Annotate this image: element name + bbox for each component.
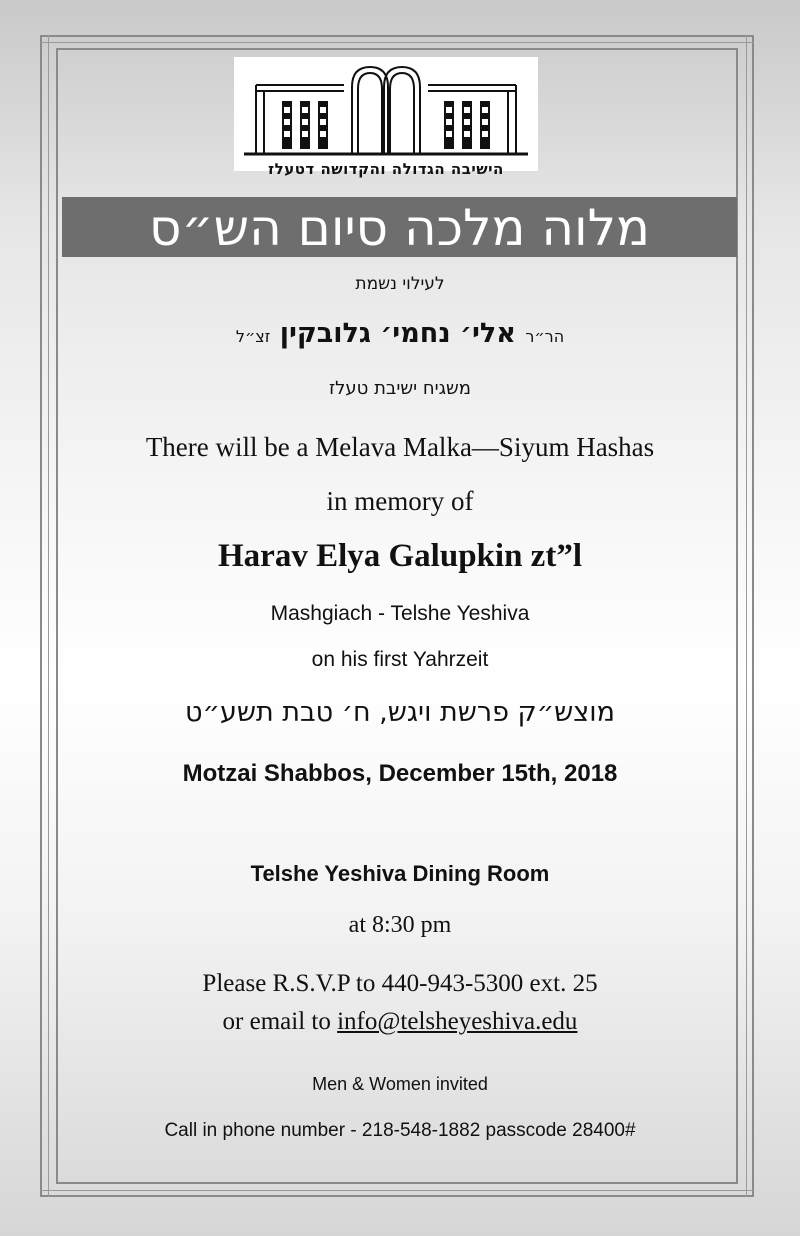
rsvp-email-prefix: or email to: [222, 1008, 331, 1035]
rsvp-email-link[interactable]: info@telsheyeshiva.edu: [337, 1008, 578, 1035]
intro-text: There will be a Melava Malka—Siyum Hashas: [145, 432, 655, 462]
hebrew-name-prefix: הר״ר: [525, 327, 565, 346]
hebrew-name-suffix: זצ״ל: [235, 327, 271, 346]
rsvp-email-line: [60, 1008, 740, 1036]
rsvp-phone-text: Please R.S.V.P to 440-943-5300 ext. 25: [202, 970, 598, 997]
yahrzeit-text: on his first Yahrzeit: [311, 648, 489, 671]
logo-caption: הישיבה הגדולה והקדושה דטעלז: [268, 160, 504, 178]
hebrew-in-memory: לעילוי נשמת: [355, 274, 445, 294]
location-text: Telshe Yeshiva Dining Room: [250, 861, 550, 886]
frame-left-rule: [48, 35, 49, 1197]
hebrew-honoree: [60, 318, 740, 349]
honoree-name: Harav Elya Galupkin zt”l: [218, 538, 582, 574]
memory-of-text: in memory of: [326, 486, 474, 516]
call-in-text: Call in phone number - 218-548-1882 passcode 28400#: [164, 1120, 636, 1141]
frame-bottom-rule: [40, 1190, 754, 1191]
time-text: at 8:30 pm: [348, 912, 452, 938]
hebrew-role: משגיח ישיבת טעלז: [328, 378, 472, 399]
invited-text: Men & Women invited: [312, 1074, 488, 1094]
frame-top-rule: [40, 42, 754, 43]
hebrew-date: מוצש״ק פרשת ויגש, ח׳ טבת תשע״ט: [185, 697, 615, 728]
honoree-role: Mashgiach - Telshe Yeshiva: [270, 602, 530, 625]
yeshiva-logo: [234, 57, 538, 171]
english-date: Motzai Shabbos, December 15th, 2018: [182, 760, 618, 787]
frame-right-rule: [746, 35, 747, 1197]
yeshiva-building-icon: [234, 57, 538, 161]
hebrew-name: אלי׳ נחמי׳ גלובקין: [279, 318, 516, 349]
event-title-banner: מלוה מלכה סיום הש״ס: [62, 197, 737, 257]
